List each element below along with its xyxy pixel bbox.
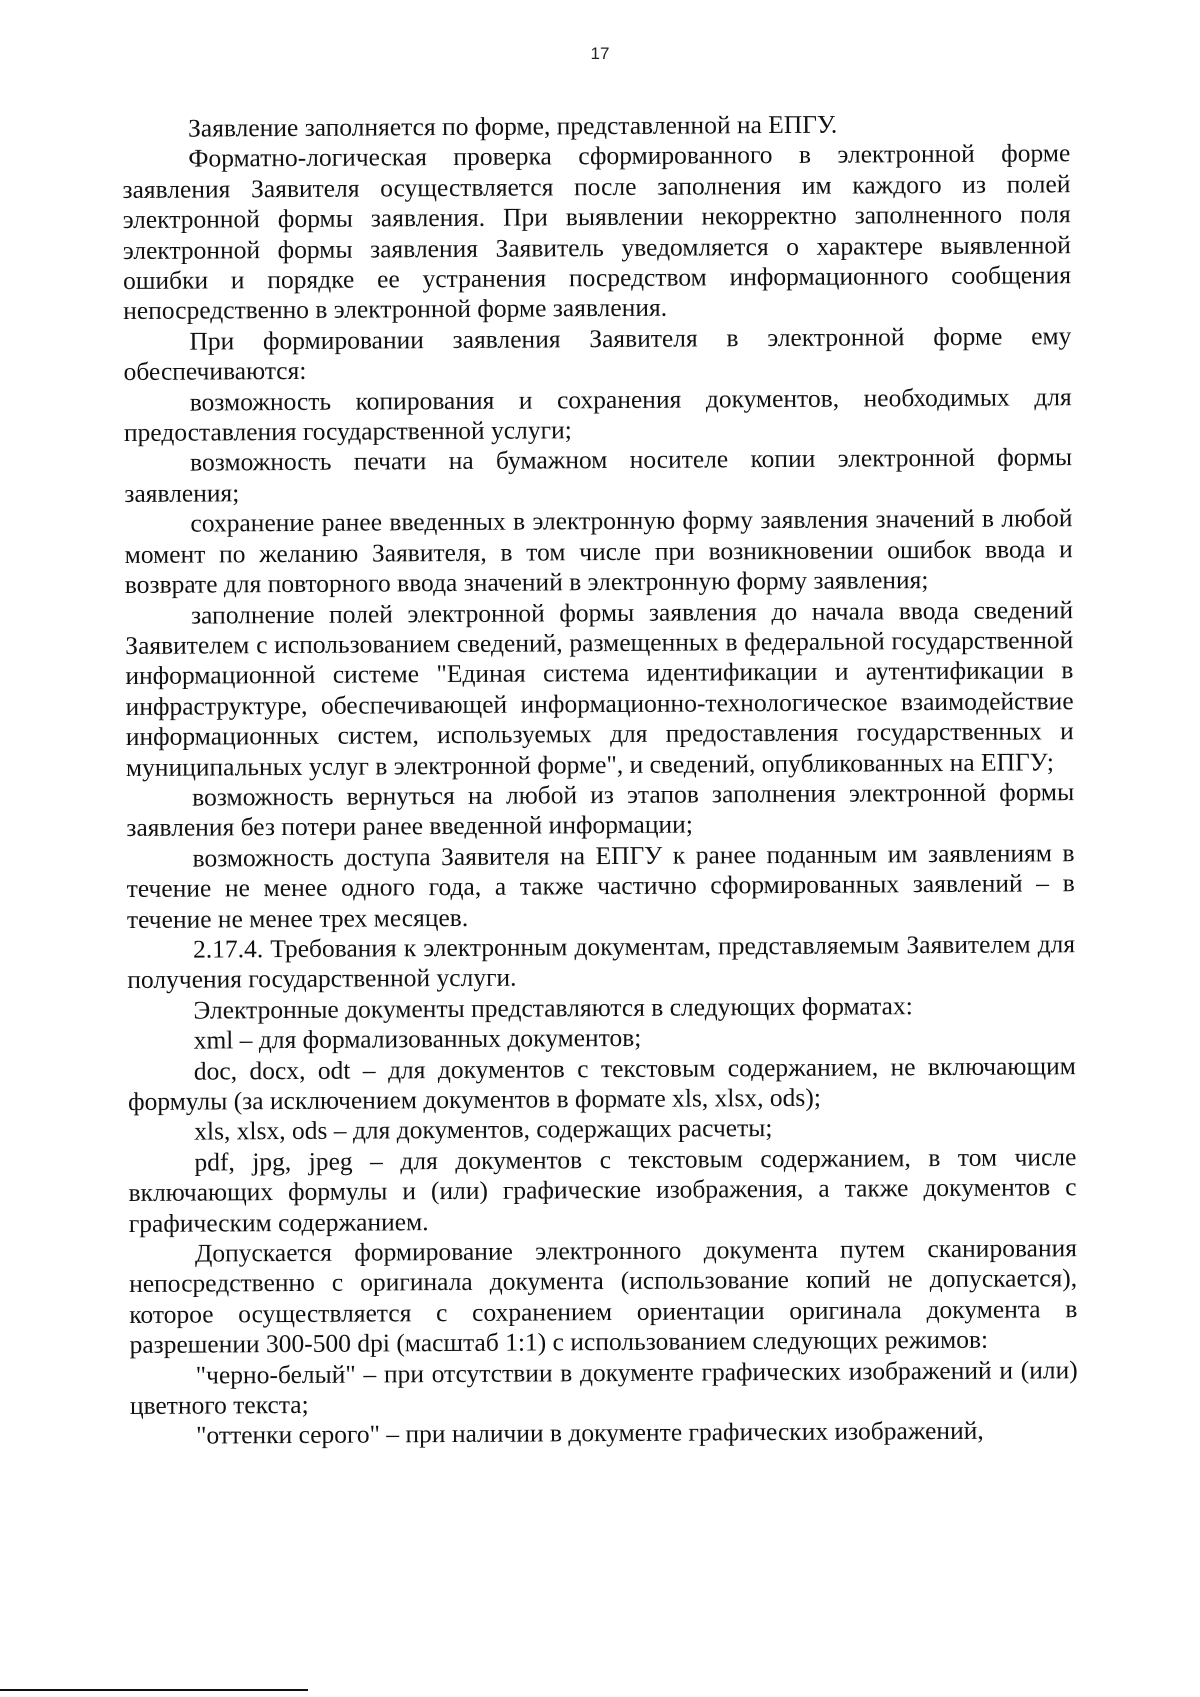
- paragraph: "черно-белый" – при отсутствии в документе графических изображений и (или) цветного текста;: [129, 1354, 1078, 1421]
- paragraph: возможность копирования и сохранения документов, необходимых для предоставления государственной услуги;: [123, 381, 1072, 448]
- paragraph: Заявление заполняется по форме, представленной на ЕПГУ.: [187, 109, 838, 143]
- paragraph: заполнение полей электронной формы заявления до начала ввода сведений Заявителем с использованием сведений, размещенных в федеральной государственной информационной системе "Единая система идентификации и аутентификации в инфраструктуре, обеспечивающей информационно-технологическое взаимодействие информационных систем, используемых для предоставления государственных и муниципальных услуг в электронной форме", и сведений, опубликованных на ЕПГУ;: [125, 594, 1074, 782]
- document-body: [122, 108, 1078, 1452]
- paragraph: возможность печати на бумажном носителе копии электронной формы заявления;: [124, 442, 1073, 508]
- paragraph: doc, docx, odt – для документов с текстовым содержанием, не включающим формулы (за исключением документов в формате xls, xlsx, ods);: [127, 1050, 1076, 1116]
- paragraph: Допускается формирование электронного документа путем сканирования непосредственно с оригинала документа (использование копий не допускается), которое осуществляется с сохранением ориентации оригинала документа в разрешении 300-500 dpi (масштаб 1:1) с использованием следующих режимов:: [129, 1233, 1078, 1360]
- paragraph: "оттенки серого" – при наличии в документе графических изображений,: [195, 1416, 984, 1451]
- footer-rule: [0, 1689, 308, 1691]
- paragraph: сохранение ранее введенных в электронную форму заявления значений в любой момент по желанию Заявителя, в том числе при возникновении ошибок ввода и возврате для повторного ввода значений в электронную форму заявления;: [124, 503, 1073, 600]
- paragraph: возможность вернуться на любой из этапов заполнения электронной формы заявления без потери ранее введенной информации;: [126, 777, 1075, 843]
- paragraph: xls, xlsx, ods – для документов, содержащих расчеты;: [194, 1113, 773, 1146]
- paragraph: Электронные документы представляются в следующих форматах:: [193, 990, 913, 1025]
- paragraph: возможность доступа Заявителя на ЕПГУ к ранее поданным им заявлениям в течение не менее одного года, а также частично сформированных заявлений – в течение не менее трех месяцев.: [126, 837, 1075, 934]
- paragraph: pdf, jpg, jpeg – для документов с текстовым содержанием, в том числе включающих формулы и (или) графические изображения, а также документов с графическим содержанием.: [128, 1142, 1077, 1238]
- paragraph: xml – для формализованных документов;: [193, 1023, 642, 1055]
- paragraph: 2.17.4. Требования к электронным документам, представляемым Заявителем для получения государственной услуги.: [127, 929, 1076, 995]
- page-number: 17: [590, 44, 610, 63]
- paragraph: При формировании заявления Заявителя в электронной форме ему обеспечиваются:: [123, 321, 1072, 387]
- paragraph: Форматно-логическая проверка сформированного в электронной форме заявления Заявителя осуществляется после заполнения им каждого из полей электронной формы заявления. При выявлении некорректно заполненного поля электронной формы заявления Заявитель уведомляется о характере выявленной ошибки и порядке ее устранения посредством информационного сообщения непосредственно в электронной форме заявления.: [122, 138, 1072, 326]
